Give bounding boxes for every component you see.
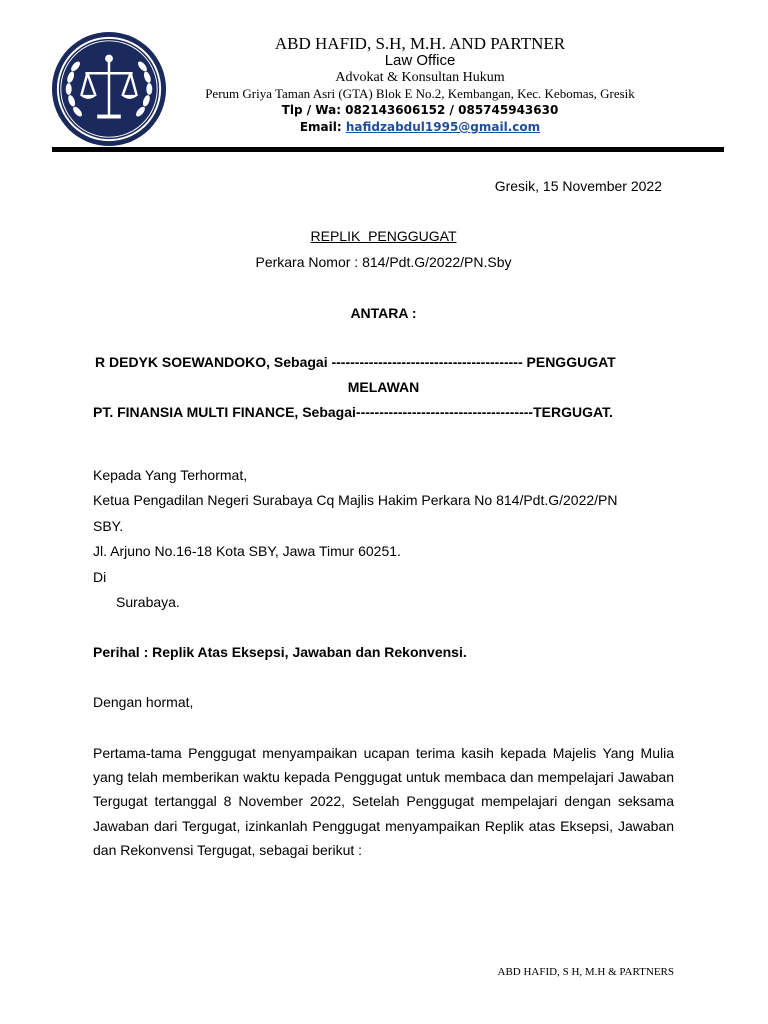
addressee-line: Ketua Pengadilan Negeri Surabaya Cq Majlis Hakim Perkara No 814/Pdt.G/2022/PN [93,492,618,508]
firm-address: Perum Griya Taman Asri (GTA) Blok E No.2, Kembangan, Kec. Kebomas, Gresik [205,86,635,101]
email-link[interactable]: hafidzabdul1995@gmail.com [345,120,541,134]
plaintiff-party: R DEDYK SOEWANDOKO, Sebagai ----------------------------------------- PENGGUGAT [95,354,616,370]
versus-label: MELAWAN [347,379,420,395]
page-footer: ABD HAFID, S H, M.H & PARTNERS [497,966,674,978]
addressee-line: Di [93,569,107,585]
law-office-logo [50,30,168,148]
body-paragraph: Pertama-tama Penggugat menyampaikan ucapan terima kasih kepada Majelis Yang Mulia yang telah memberikan waktu kepada Penggugat untuk membaca dan mempelajari Jawaban Tergugat tertanggal 8 November 2022, Setelah Penggugat mempelajari dengan seksama Jawaban dari Tergugat, izinkanlah Penggugat menyampaikan Replik atas Eksepsi, Jawaban dan Rekonvensi Tergugat, sebagai berikut : [93,745,682,858]
letterhead-divider [52,147,724,152]
addressee-line: Jl. Arjuno No.16-18 Kota SBY, Jawa Timur 60251. [93,543,401,559]
firm-phone: Tlp / Wa: 082143606152 / 085745943630 [281,103,559,117]
firm-email-line [170,120,670,134]
firm-subtitle: Advokat & Konsultan Hukum [335,70,505,85]
between-label: ANTARA : [350,305,417,321]
document-title: REPLIK PENGGUGAT [310,228,457,244]
law-office-label: Law Office [384,52,456,69]
addressee-line: Kepada Yang Terhormat, [93,467,248,483]
addressee-line: Surabaya. [116,594,180,610]
firm-name: ABD HAFID, S.H, M.H. AND PARTNER [274,34,566,53]
subject-line: Perihal : Replik Atas Eksepsi, Jawaban dan Rekonvensi. [93,644,467,660]
case-number: Perkara Nomor : 814/Pdt.G/2022/PN.Sby [255,254,512,270]
defendant-party: PT. FINANSIA MULTI FINANCE, Sebagai--------------------------------------TERGUGAT. [93,404,613,420]
place-date: Gresik, 15 November 2022 [494,178,662,194]
greeting: Dengan hormat, [93,694,194,710]
email-label: Email: [299,120,346,134]
addressee-line: SBY. [93,518,124,534]
